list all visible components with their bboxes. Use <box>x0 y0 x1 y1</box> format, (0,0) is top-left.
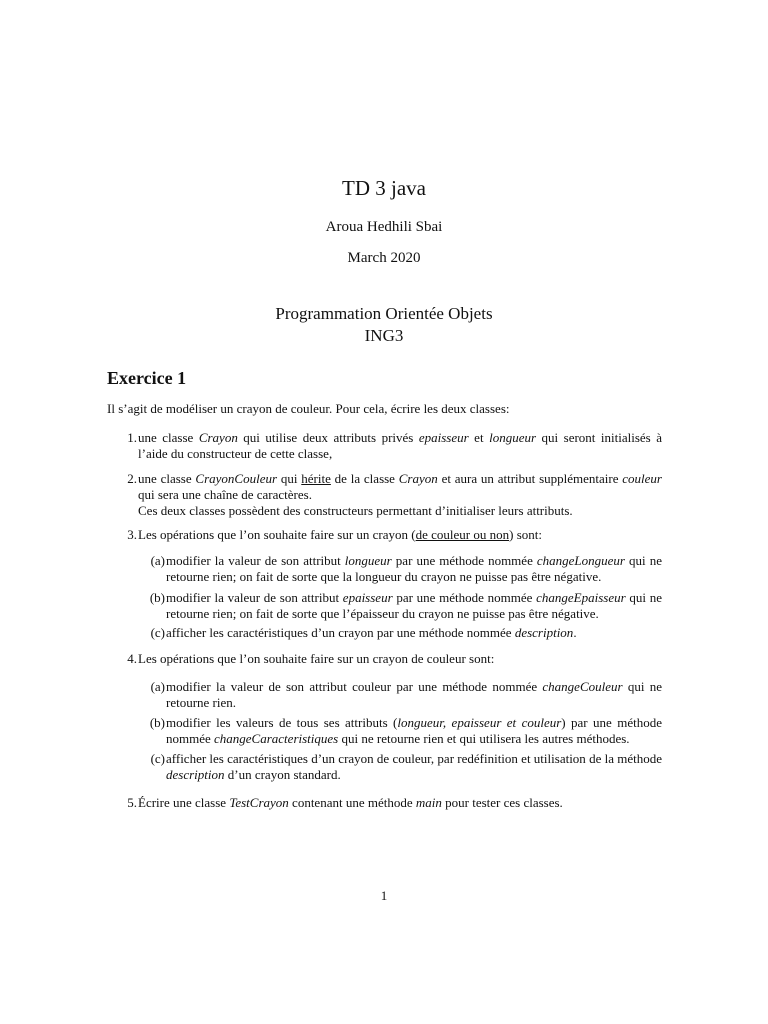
list-item-number: 2. <box>127 471 137 486</box>
list-item-number: 1. <box>127 430 137 445</box>
list-item-text: Les opérations que l’on souhaite faire sur un crayon de couleur sont: <box>138 651 495 666</box>
exercise-heading: Exercice 1 <box>107 368 187 388</box>
exercise-intro: Il s’agit de modéliser un crayon de couleur. Pour cela, écrire les deux classes: <box>107 401 510 416</box>
list-item-number: 4. <box>127 651 137 666</box>
list-item-extra: Ces deux classes possèdent des constructeurs permettant d’initialiser leurs attributs. <box>138 503 573 518</box>
sub-item-label: (a) <box>150 679 165 694</box>
course-title <box>0 303 768 347</box>
list-item-number: 5. <box>127 795 137 810</box>
sub-item-label: (c) <box>150 625 165 640</box>
sub-item-text: modifier la valeur de son attribut epaisseur par une méthode nommée changeEpaisseur qui ne retourne rien; on fait de sorte que l’épaisseur du crayon ne puisse pas être négative. <box>166 590 662 621</box>
document-title: TD 3 java <box>342 176 426 200</box>
sub-item-label: (b) <box>149 715 165 730</box>
sub-item-text: modifier les valeurs de tous ses attributs (longueur, epaisseur et couleur) par une méthode nommée changeCaracteristiques qui ne retourne rien et qui utilisera les autres méthodes. <box>166 715 662 746</box>
sub-item-text: modifier la valeur de son attribut longueur par une méthode nommée changeLongueur qui ne retourne rien; on fait de sorte que la longueur du crayon ne puisse pas être négative. <box>166 553 662 584</box>
sub-item-text: modifier la valeur de son attribut couleur par une méthode nommée changeCouleur qui ne retourne rien. <box>166 679 662 710</box>
sub-item-label: (c) <box>150 751 165 766</box>
document-date: March 2020 <box>347 250 421 266</box>
sub-item-label: (a) <box>150 553 165 568</box>
sub-item-label: (b) <box>149 590 165 605</box>
sub-item-text: afficher les caractéristiques d’un crayon de couleur, par redéfinition et utilisation de la méthode description d’un crayon standard. <box>166 751 662 782</box>
list-item-text: Les opérations que l’on souhaite faire sur un crayon (de couleur ou non) sont: <box>138 527 542 542</box>
course-name: Programmation Orientée Objets <box>275 304 493 323</box>
list-item-text: Écrire une classe TestCrayon contenant une méthode main pour tester ces classes. <box>138 795 563 810</box>
list-item-number: 3. <box>127 527 137 542</box>
page-number: 1 <box>380 888 388 903</box>
document-author: Aroua Hedhili Sbai <box>325 219 443 235</box>
course-level: ING3 <box>364 326 404 345</box>
list-item-text: une classe Crayon qui utilise deux attributs privés epaisseur et longueur qui seront initialisés à l’aide du constructeur de cette classe, <box>138 430 663 461</box>
sub-item-text: afficher les caractéristiques d’un crayon par une méthode nommée description. <box>166 625 577 640</box>
list-item-text: une classe CrayonCouleur qui hérite de la classe Crayon et aura un attribut supplémentaire couleur qui sera une chaîne de caractères. Ces deux classes possèdent des constructeurs permettant d’initialiser leurs attributs. <box>138 471 662 518</box>
